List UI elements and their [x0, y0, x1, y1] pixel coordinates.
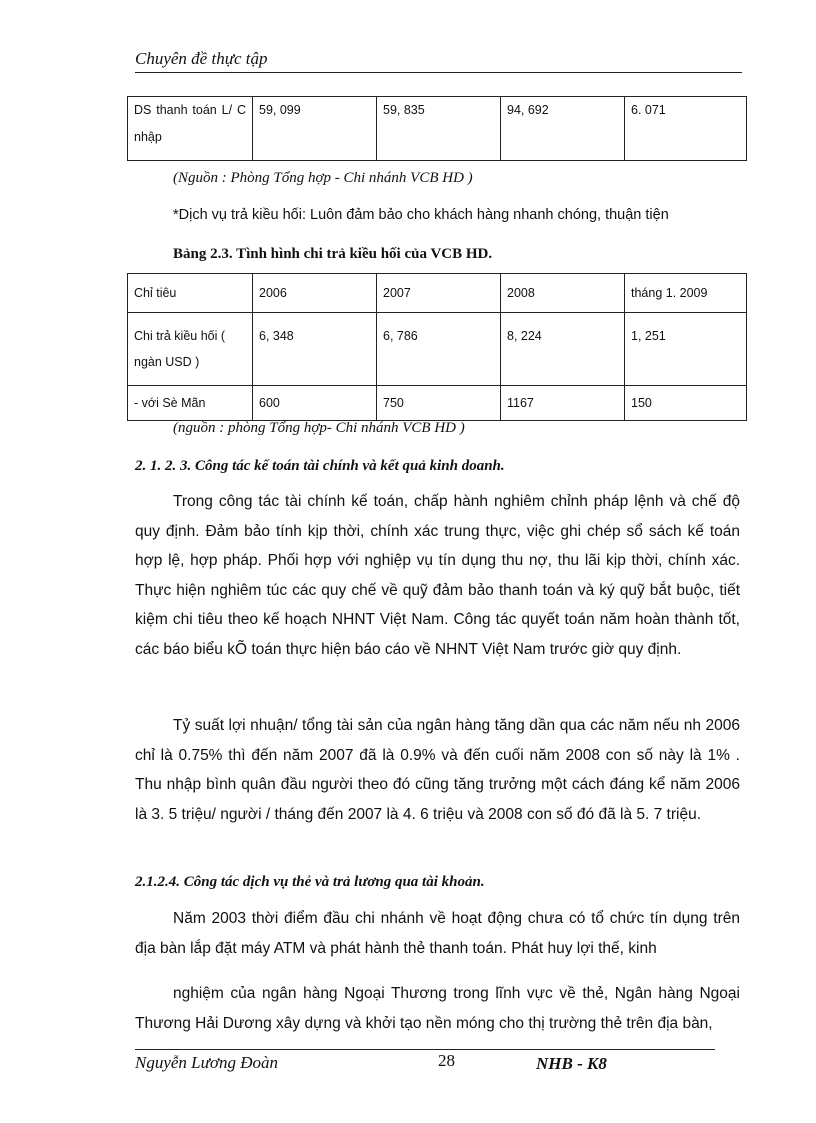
header-title: Chuyên đề thực tập: [135, 49, 268, 68]
table-header-row: [128, 274, 747, 313]
section-heading-2-1-2-3: 2. 1. 2. 3. Công tác kế toán tài chính và kết quả kinh doanh.: [135, 458, 505, 474]
table-header-cell: 2006: [253, 274, 377, 313]
paragraph-card: nghiệm của ngân hàng Ngoại Thương trong lĩnh vực về thẻ, Ngân hàng Ngoại Thương Hải Dương xây dựng và khởi tạo nền móng cho thị trường thẻ trên địa bàn,: [135, 985, 740, 1032]
table2-title: Bảng 2.3. Tình hình chi trả kiều hối của VCB HD.: [173, 246, 493, 262]
table-header-cell: 2008: [501, 274, 625, 313]
table-cell: 6, 786: [377, 313, 501, 386]
table-row: [128, 97, 747, 161]
source-note-1: (Nguồn : Phòng Tổng hợp - Chi nhánh VCB HD ): [173, 170, 473, 186]
paragraph-atm: Năm 2003 thời điểm đầu chi nhánh về hoạt động chưa có tổ chức tín dụng trên địa bàn lắp đặt máy ATM và phát hành thẻ thanh toán. Phát huy lợi thế, kinh: [135, 910, 740, 957]
table-cell: 59, 099: [253, 97, 377, 161]
table-cell: Chi trả kiều hối ( ngàn USD ): [128, 313, 253, 386]
footer-class-code: NHB - K8: [536, 1054, 607, 1073]
table-header-cell: tháng 1. 2009: [625, 274, 747, 313]
page-number: 28: [438, 1051, 455, 1070]
table-cell: 59, 835: [377, 97, 501, 161]
section-heading-2-1-2-4: 2.1.2.4. Công tác dịch vụ thẻ và trả lương qua tài khoản.: [135, 874, 485, 890]
table-lc-payments: [127, 96, 747, 161]
table-cell: 6, 348: [253, 313, 377, 386]
table-row: [128, 386, 747, 421]
table-header-cell: Chỉ tiêu: [128, 274, 253, 313]
table-remittance: [127, 273, 747, 421]
footer-rule: [135, 1049, 715, 1050]
footer-author: Nguyễn Lương Đoàn: [135, 1053, 279, 1072]
header-rule: [135, 72, 742, 73]
table-cell: DS thanh toán L/ C nhập: [128, 97, 253, 161]
table-row: [128, 313, 747, 386]
paragraph-accounting: Trong công tác tài chính kế toán, chấp hành nghiêm chỉnh pháp lệnh và chế độ quy định. Đảm bảo tính kịp thời, chính xác trung thực, việc ghi chép sổ sách kế toán hợp lệ, hợp pháp. Phối hợp với nghiệp vụ tín dụng thu nợ, thu lãi kịp thời, chính xác. Thực hiện nghiêm túc các quy chế về quỹ đảm bảo thanh toán và ký quỹ bắt buộc, tiết kiệm chi tiêu theo kế hoạch NHNT Việt Nam. Công tác quyết toán năm hoàn thành tốt, các báo biểu kÕ toán thực hiện báo cáo về NHNT Việt Nam trước giờ quy định.: [135, 493, 740, 658]
source-note-2: (nguồn : phòng Tổng hợp- Chi nhánh VCB HD ): [173, 420, 465, 436]
table-cell: 150: [625, 386, 747, 421]
table-cell: 1167: [501, 386, 625, 421]
table-cell: - với Sè Mãn: [128, 386, 253, 421]
table-header-cell: 2007: [377, 274, 501, 313]
table-cell: 600: [253, 386, 377, 421]
paragraph-profit: Tỷ suất lợi nhuận/ tổng tài sản của ngân hàng tăng dần qua các năm nếu nh 2006 chỉ là 0.75% thì đến năm 2007 đã là 0.9% và đến cuối năm 2008 con số này là 1% . Thu nhập bình quân đầu người theo đó cũng tăng trưởng một cách đáng kể năm 2006 là 3. 5 triệu/ người / tháng đến 2007 là 4. 6 triệu và 2008 con số đó đã là 5. 7 triệu.: [135, 717, 740, 823]
table-cell: 750: [377, 386, 501, 421]
table-cell: 6. 071: [625, 97, 747, 161]
table-cell: 1, 251: [625, 313, 747, 386]
service-note: *Dịch vụ trả kiều hối: Luôn đảm bảo cho khách hàng nhanh chóng, thuận tiện: [173, 207, 669, 223]
table-cell: 94, 692: [501, 97, 625, 161]
table-cell: 8, 224: [501, 313, 625, 386]
